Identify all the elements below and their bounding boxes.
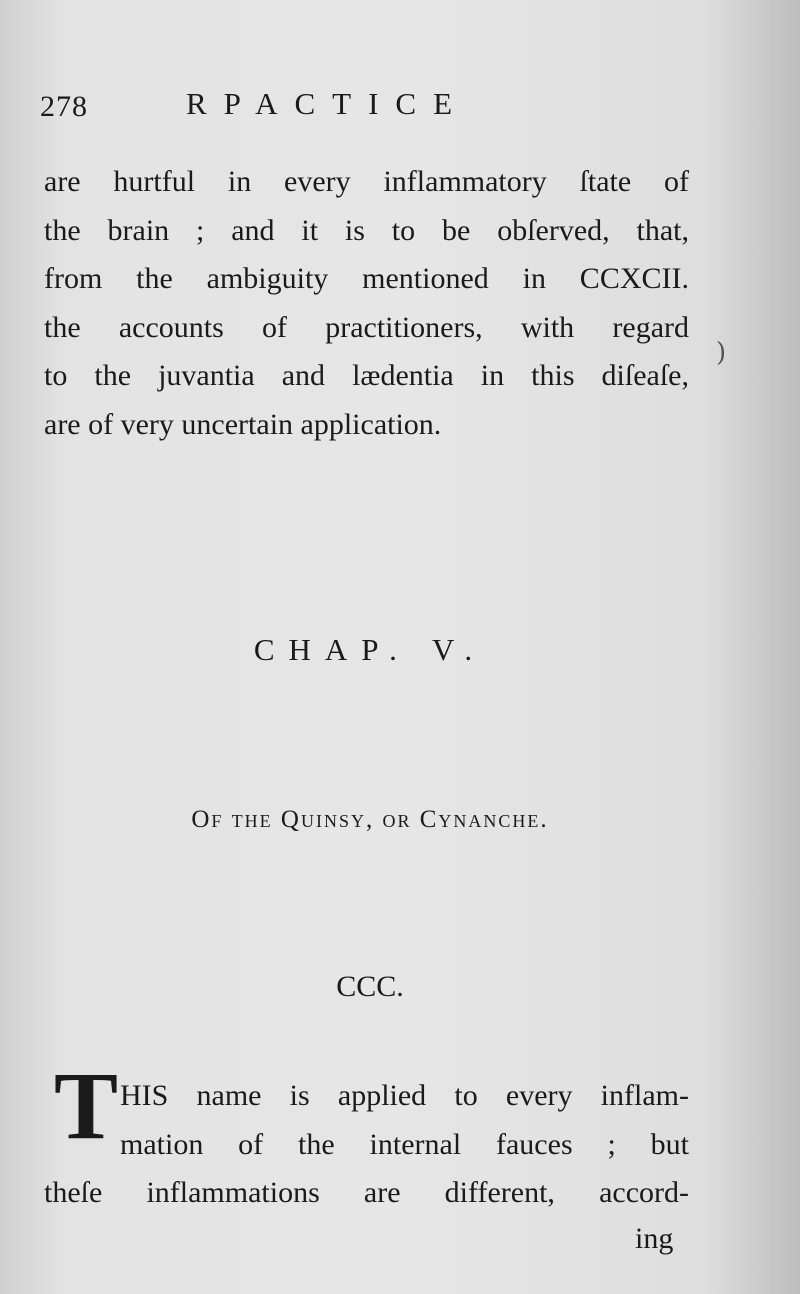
text-line: from the ambiguity mentioned in CCXCII. (44, 262, 689, 295)
page-header (40, 86, 740, 130)
text-line: are of very uncertain application. (44, 407, 442, 441)
text-line (120, 1072, 689, 1121)
paragraph (44, 1072, 689, 1218)
chapter-heading: CHAP. V. (253, 632, 487, 667)
continued-text (44, 158, 689, 449)
section-number: CCC. (336, 970, 404, 1003)
drop-cap: T (53, 1052, 119, 1159)
text-line: mation of the internal fauces ; but (120, 1127, 689, 1161)
line-rest: name is applied to every inflam- (168, 1079, 689, 1112)
margin-pencil-mark: ) (716, 338, 727, 368)
text-line: to the juvantia and lædentia in this diſeaſe, (44, 359, 689, 392)
text-line: are hurtful in every inflammatory ſtate of (44, 165, 689, 198)
running-head: RPACTICE (186, 86, 470, 121)
first-word: HIS (120, 1079, 169, 1112)
catchword: ing (635, 1222, 674, 1255)
text-line: the accounts of practitioners, with regard (44, 310, 689, 344)
page-number: 278 (40, 90, 88, 123)
text-line: theſe inflammations are different, accord- (44, 1176, 689, 1209)
text-line: the brain ; and it is to be obſerved, that, (44, 213, 689, 247)
chapter-title: Of the Quinsy, or Cynanche. (191, 806, 549, 833)
